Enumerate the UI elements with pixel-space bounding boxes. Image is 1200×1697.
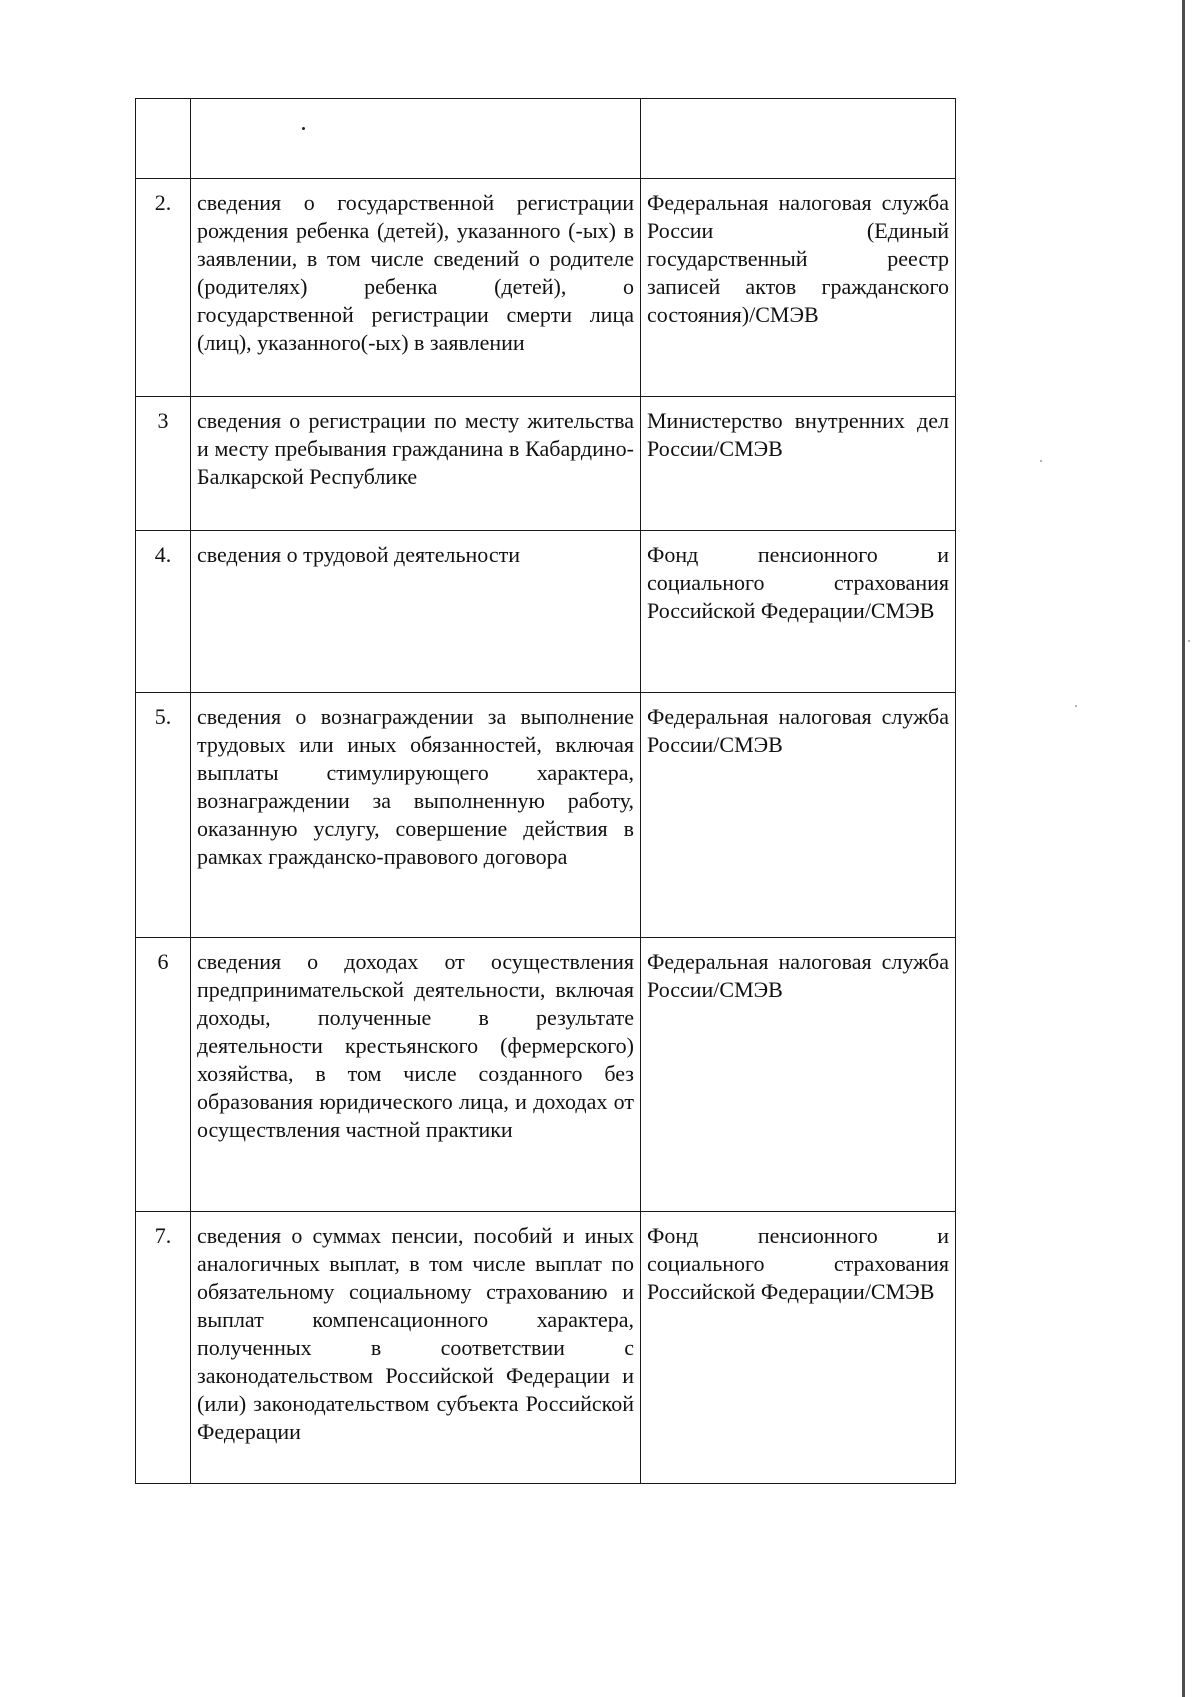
row-description: сведения о трудовой деятельности bbox=[191, 531, 641, 693]
row-number bbox=[136, 99, 191, 179]
row-number: 3 bbox=[136, 397, 191, 531]
row-description: сведения о вознаграждении за выполнение трудовых или иных обязанностей, включая выплаты стимулирующего характера, вознаграждении за выполненную работу, оказанную услугу, совершение действия в рамках гражданско-правового договора bbox=[191, 693, 641, 938]
row-description bbox=[191, 99, 641, 179]
data-sources-table bbox=[135, 98, 956, 1484]
scan-speck bbox=[1075, 705, 1077, 707]
table-row bbox=[136, 397, 956, 531]
row-source: Федеральная налоговая служба России/СМЭВ bbox=[641, 938, 956, 1212]
row-source: Федеральная налоговая служба России (Единый государственный реестр записей актов гражданского состояния)/СМЭВ bbox=[641, 179, 956, 397]
table-row bbox=[136, 693, 956, 938]
row-description: сведения о регистрации по месту жительства и месту пребывания гражданина в Кабардино-Балкарской Республике bbox=[191, 397, 641, 531]
scan-speck bbox=[1040, 460, 1042, 462]
row-description: сведения о государственной регистрации рождения ребенка (детей), указанного (-ых) в заявлении, в том числе сведений о родителе (родителях) ребенка (детей), о государственной регистрации смерти лица (лиц), указанного(-ых) в заявлении bbox=[191, 179, 641, 397]
row-source: Министерство внутренних дел России/СМЭВ bbox=[641, 397, 956, 531]
row-number: 7. bbox=[136, 1212, 191, 1484]
row-number: 2. bbox=[136, 179, 191, 397]
row-number: 6 bbox=[136, 938, 191, 1212]
scan-edge-line bbox=[1182, 0, 1185, 1697]
row-source: Фонд пенсионного и социального страхования Российской Федерации/СМЭВ bbox=[641, 1212, 956, 1484]
row-number: 4. bbox=[136, 531, 191, 693]
scan-dot bbox=[302, 127, 305, 130]
table-row bbox=[136, 531, 956, 693]
table-row bbox=[136, 1212, 956, 1484]
table-row bbox=[136, 99, 956, 179]
row-source: Фонд пенсионного и социального страхования Российской Федерации/СМЭВ bbox=[641, 531, 956, 693]
row-description: сведения о суммах пенсии, пособий и иных аналогичных выплат, в том числе выплат по обязательному социальному страхованию и выплат компенсационного характера, полученных в соответствии с законодательством Российской Федерации и (или) законодательством субъекта Российской Федерации bbox=[191, 1212, 641, 1484]
table-row bbox=[136, 179, 956, 397]
scan-speck bbox=[1188, 640, 1190, 642]
row-source bbox=[641, 99, 956, 179]
row-number: 5. bbox=[136, 693, 191, 938]
row-description: сведения о доходах от осуществления предпринимательской деятельности, включая доходы, полученные в результате деятельности крестьянского (фермерского) хозяйства, в том числе созданного без образования юридического лица, и доходах от осуществления частной практики bbox=[191, 938, 641, 1212]
row-source: Федеральная налоговая служба России/СМЭВ bbox=[641, 693, 956, 938]
table-row bbox=[136, 938, 956, 1212]
